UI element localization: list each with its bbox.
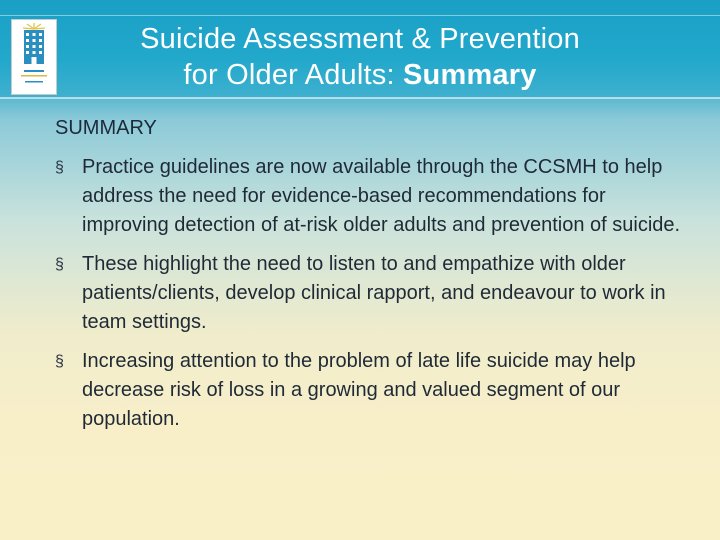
title-line-2-bold: Summary [403,59,537,91]
slide-title [80,21,640,93]
slide-header [0,0,720,97]
section-heading: SUMMARY [55,117,157,139]
bullet-list [55,153,685,444]
bullet-text: Practice guidelines are now available through the CCSMH to help address the need for evidence-based recommendations for improving detection of at-risk older adults and prevention of suicide. [82,156,681,236]
bullet-marker-icon: § [55,256,64,273]
list-item [55,153,685,240]
list-item [55,250,685,337]
title-line-1: Suicide Assessment & Prevention [140,23,580,55]
bullet-text: These highlight the need to listen to and empathize with older patients/clients, develop clinical rapport, and endeavour to work in team settings. [82,253,666,333]
bullet-marker-icon: § [55,353,64,370]
header-divider-top [0,15,720,16]
list-item [55,347,685,434]
title-line-2-prefix: for Older Adults: [183,59,403,91]
header-divider-bottom [0,97,720,99]
bullet-text: Increasing attention to the problem of late life suicide may help decrease risk of loss in a growing and valued segment of our population. [82,350,636,430]
building-logo-icon [11,19,57,95]
title-line-2 [80,57,640,93]
bullet-marker-icon: § [55,159,64,176]
